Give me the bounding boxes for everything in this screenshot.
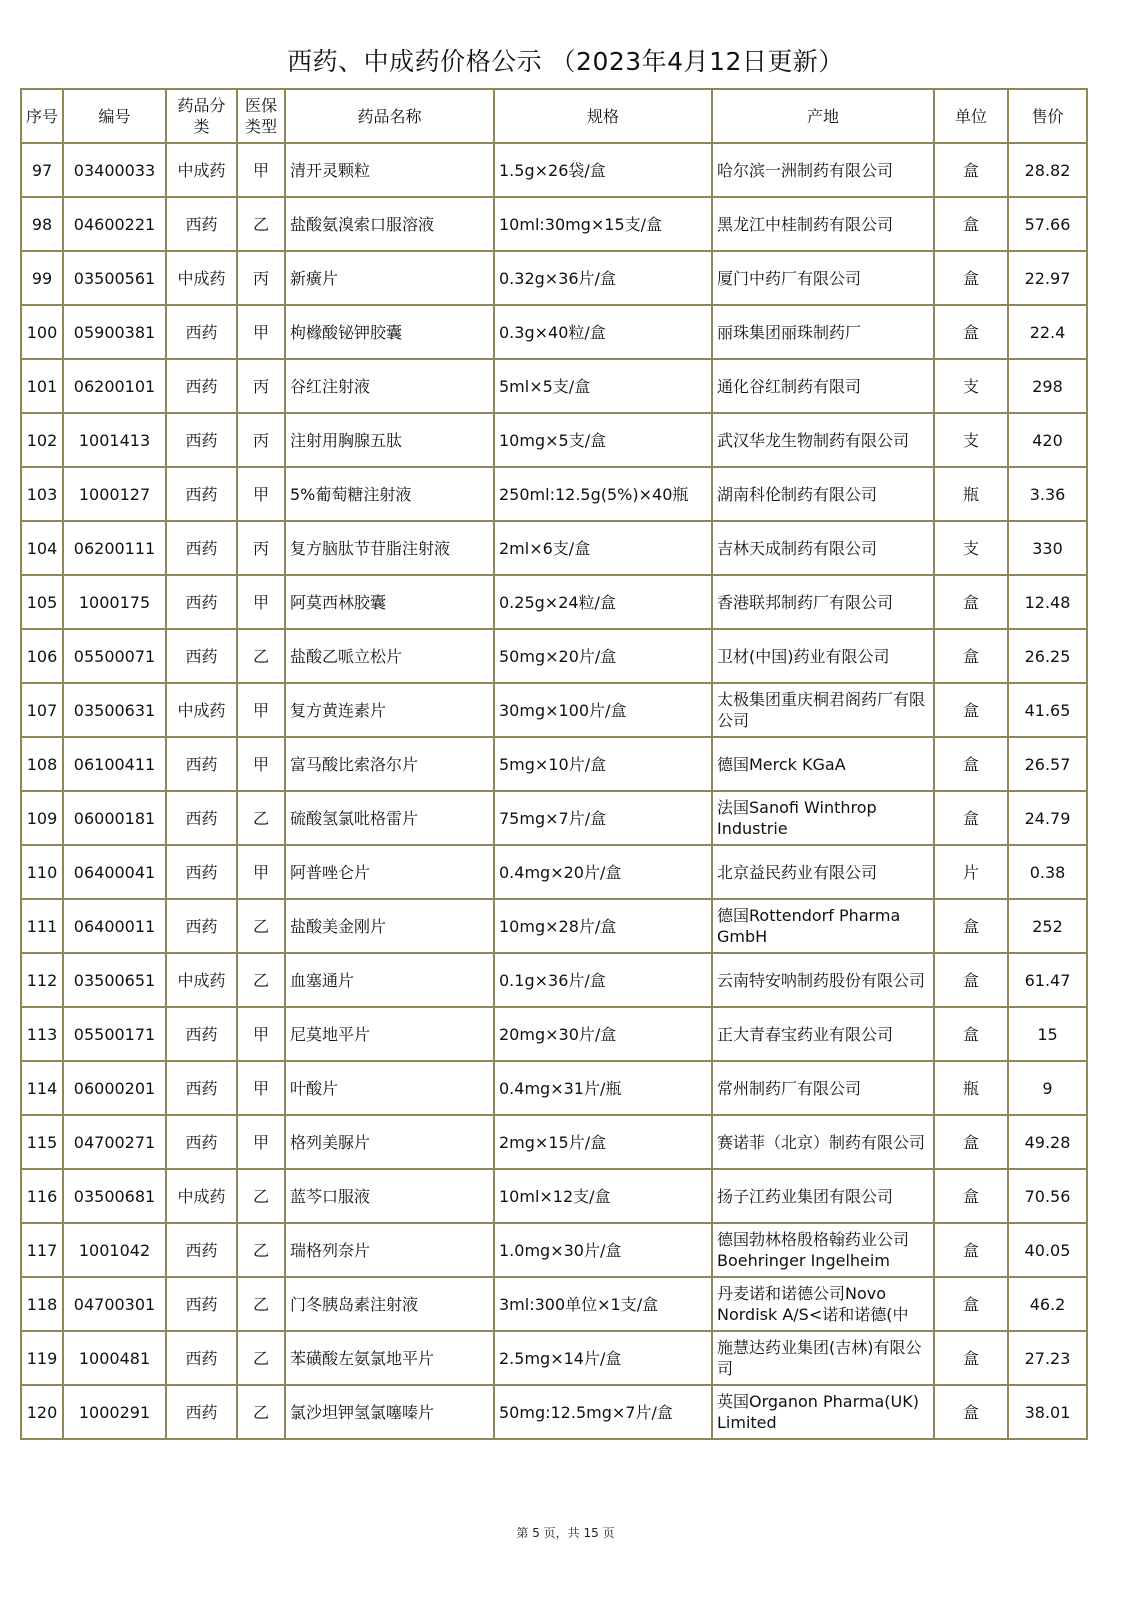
cell-specification: 2mg×15片/盒 <box>494 1115 712 1169</box>
cell-index: 119 <box>21 1331 63 1385</box>
cell-specification: 0.4mg×31片/瓶 <box>494 1061 712 1115</box>
cell-index: 108 <box>21 737 63 791</box>
cell-unit: 盒 <box>934 683 1008 737</box>
cell-category: 西药 <box>166 1331 237 1385</box>
cell-insurance-type: 乙 <box>237 791 285 845</box>
cell-index: 99 <box>21 251 63 305</box>
cell-price: 27.23 <box>1008 1331 1087 1385</box>
table-body <box>21 143 1087 1439</box>
cell-drug-name: 阿普唑仑片 <box>285 845 494 899</box>
origin-text: 丹麦诺和诺德公司Novo Nordisk A/S<诺和诺德(中 <box>717 1284 909 1324</box>
header-insurance-type: 医保类型 <box>237 89 285 143</box>
cell-unit: 盒 <box>934 737 1008 791</box>
cell-category: 西药 <box>166 1061 237 1115</box>
cell-code: 05900381 <box>63 305 166 359</box>
origin-text: 北京益民药业有限公司 <box>717 862 878 882</box>
cell-code: 03500631 <box>63 683 166 737</box>
cell-insurance-type: 甲 <box>237 305 285 359</box>
cell-price: 28.82 <box>1008 143 1087 197</box>
cell-index: 116 <box>21 1169 63 1223</box>
cell-insurance-type: 甲 <box>237 467 285 521</box>
cell-index: 113 <box>21 1007 63 1061</box>
cell-specification: 250ml:12.5g(5%)×40瓶 <box>494 467 712 521</box>
origin-text: 武汉华龙生物制药有限公司 <box>717 430 910 450</box>
table-row <box>21 413 1087 467</box>
cell-origin <box>712 413 934 467</box>
cell-code: 1001413 <box>63 413 166 467</box>
cell-drug-name: 枸橼酸铋钾胶囊 <box>285 305 494 359</box>
cell-category: 西药 <box>166 1115 237 1169</box>
cell-specification: 75mg×7片/盒 <box>494 791 712 845</box>
cell-category: 西药 <box>166 737 237 791</box>
origin-text: 德国勃林格殷格翰药业公司 Boehringer Ingelheim <box>717 1230 910 1270</box>
cell-insurance-type: 乙 <box>237 629 285 683</box>
cell-price: 26.25 <box>1008 629 1087 683</box>
cell-price: 46.2 <box>1008 1277 1087 1331</box>
cell-specification: 2.5mg×14片/盒 <box>494 1331 712 1385</box>
cell-index: 111 <box>21 899 63 953</box>
cell-price: 252 <box>1008 899 1087 953</box>
header-code: 编号 <box>63 89 166 143</box>
table-row <box>21 1223 1087 1277</box>
cell-index: 102 <box>21 413 63 467</box>
cell-insurance-type: 乙 <box>237 197 285 251</box>
cell-category: 中成药 <box>166 143 237 197</box>
cell-origin <box>712 1331 934 1385</box>
cell-origin <box>712 845 934 899</box>
table-row <box>21 899 1087 953</box>
cell-index: 114 <box>21 1061 63 1115</box>
table-row <box>21 1385 1087 1439</box>
cell-category: 西药 <box>166 1277 237 1331</box>
cell-index: 115 <box>21 1115 63 1169</box>
cell-code: 04600221 <box>63 197 166 251</box>
cell-category: 西药 <box>166 197 237 251</box>
cell-unit: 瓶 <box>934 467 1008 521</box>
cell-insurance-type: 乙 <box>237 953 285 1007</box>
cell-drug-name: 盐酸乙哌立松片 <box>285 629 494 683</box>
cell-unit: 盒 <box>934 1331 1008 1385</box>
cell-code: 1001042 <box>63 1223 166 1277</box>
cell-insurance-type: 甲 <box>237 737 285 791</box>
origin-text: 卫材(中国)药业有限公司 <box>717 646 890 666</box>
cell-unit: 盒 <box>934 305 1008 359</box>
table-row <box>21 683 1087 737</box>
cell-unit: 盒 <box>934 953 1008 1007</box>
cell-specification: 10mg×28片/盒 <box>494 899 712 953</box>
origin-text: 赛诺菲（北京）制药有限公司 <box>717 1132 926 1152</box>
cell-specification: 10mg×5支/盒 <box>494 413 712 467</box>
cell-unit: 盒 <box>934 1385 1008 1439</box>
cell-category: 西药 <box>166 791 237 845</box>
cell-code: 06100411 <box>63 737 166 791</box>
table-row <box>21 251 1087 305</box>
table-row <box>21 1007 1087 1061</box>
cell-drug-name: 复方黄连素片 <box>285 683 494 737</box>
cell-unit: 支 <box>934 359 1008 413</box>
cell-specification: 1.0mg×30片/盒 <box>494 1223 712 1277</box>
cell-price: 61.47 <box>1008 953 1087 1007</box>
origin-text: 黑龙江中桂制药有限公司 <box>717 214 894 234</box>
cell-unit: 盒 <box>934 143 1008 197</box>
cell-insurance-type: 甲 <box>237 143 285 197</box>
cell-drug-name: 格列美脲片 <box>285 1115 494 1169</box>
origin-text: 常州制药厂有限公司 <box>717 1078 862 1098</box>
cell-specification: 2ml×6支/盒 <box>494 521 712 575</box>
cell-category: 西药 <box>166 521 237 575</box>
table-header <box>21 89 1087 143</box>
cell-insurance-type: 甲 <box>237 575 285 629</box>
cell-unit: 盒 <box>934 791 1008 845</box>
cell-insurance-type: 甲 <box>237 1115 285 1169</box>
cell-insurance-type: 丙 <box>237 521 285 575</box>
header-specification: 规格 <box>494 89 712 143</box>
cell-insurance-type: 甲 <box>237 1061 285 1115</box>
cell-drug-name: 尼莫地平片 <box>285 1007 494 1061</box>
origin-text: 哈尔滨一洲制药有限公司 <box>717 160 894 180</box>
cell-drug-name: 血塞通片 <box>285 953 494 1007</box>
cell-unit: 支 <box>934 521 1008 575</box>
cell-price: 40.05 <box>1008 1223 1087 1277</box>
cell-index: 120 <box>21 1385 63 1439</box>
table-row <box>21 629 1087 683</box>
cell-unit: 盒 <box>934 899 1008 953</box>
table-row <box>21 359 1087 413</box>
table-row <box>21 521 1087 575</box>
table-row <box>21 1115 1087 1169</box>
header-index: 序号 <box>21 89 63 143</box>
cell-insurance-type: 甲 <box>237 1007 285 1061</box>
cell-price: 57.66 <box>1008 197 1087 251</box>
table-row <box>21 1277 1087 1331</box>
cell-insurance-type: 丙 <box>237 359 285 413</box>
cell-drug-name: 阿莫西林胶囊 <box>285 575 494 629</box>
cell-code: 04700301 <box>63 1277 166 1331</box>
cell-index: 118 <box>21 1277 63 1331</box>
cell-specification: 0.3g×40粒/盒 <box>494 305 712 359</box>
cell-index: 101 <box>21 359 63 413</box>
table-row <box>21 575 1087 629</box>
cell-origin <box>712 683 934 737</box>
cell-insurance-type: 乙 <box>237 1169 285 1223</box>
cell-price: 26.57 <box>1008 737 1087 791</box>
cell-category: 西药 <box>166 413 237 467</box>
table-row <box>21 791 1087 845</box>
cell-price: 0.38 <box>1008 845 1087 899</box>
cell-drug-name: 盐酸美金刚片 <box>285 899 494 953</box>
cell-price: 15 <box>1008 1007 1087 1061</box>
cell-specification: 0.1g×36片/盒 <box>494 953 712 1007</box>
cell-drug-name: 氯沙坦钾氢氯噻嗪片 <box>285 1385 494 1439</box>
origin-text: 德国Merck KGaA <box>717 754 846 774</box>
cell-index: 100 <box>21 305 63 359</box>
table-row <box>21 845 1087 899</box>
cell-unit: 盒 <box>934 1007 1008 1061</box>
cell-index: 104 <box>21 521 63 575</box>
cell-code: 05500171 <box>63 1007 166 1061</box>
cell-code: 03500681 <box>63 1169 166 1223</box>
cell-code: 06200101 <box>63 359 166 413</box>
origin-text: 香港联邦制药厂有限公司 <box>717 592 894 612</box>
cell-origin <box>712 1007 934 1061</box>
cell-drug-name: 注射用胸腺五肽 <box>285 413 494 467</box>
cell-price: 420 <box>1008 413 1087 467</box>
cell-code: 06000181 <box>63 791 166 845</box>
origin-text: 丽珠集团丽珠制药厂 <box>717 322 862 342</box>
table-row <box>21 197 1087 251</box>
cell-drug-name: 苯磺酸左氨氯地平片 <box>285 1331 494 1385</box>
cell-category: 西药 <box>166 629 237 683</box>
cell-category: 西药 <box>166 845 237 899</box>
table-row <box>21 953 1087 1007</box>
cell-price: 298 <box>1008 359 1087 413</box>
cell-origin <box>712 467 934 521</box>
header-origin: 产地 <box>712 89 934 143</box>
cell-origin <box>712 575 934 629</box>
cell-insurance-type: 乙 <box>237 1331 285 1385</box>
origin-text: 英国Organon Pharma(UK) Limited <box>717 1392 919 1432</box>
cell-price: 22.4 <box>1008 305 1087 359</box>
cell-insurance-type: 丙 <box>237 251 285 305</box>
cell-code: 05500071 <box>63 629 166 683</box>
cell-unit: 盒 <box>934 1115 1008 1169</box>
cell-unit: 盒 <box>934 575 1008 629</box>
cell-origin <box>712 143 934 197</box>
table-row <box>21 737 1087 791</box>
cell-origin <box>712 359 934 413</box>
cell-unit: 盒 <box>934 1169 1008 1223</box>
table-row <box>21 143 1087 197</box>
cell-unit: 瓶 <box>934 1061 1008 1115</box>
cell-insurance-type: 甲 <box>237 845 285 899</box>
table-row <box>21 1169 1087 1223</box>
cell-unit: 支 <box>934 413 1008 467</box>
cell-index: 98 <box>21 197 63 251</box>
cell-category: 西药 <box>166 359 237 413</box>
cell-index: 97 <box>21 143 63 197</box>
cell-specification: 10ml×12支/盒 <box>494 1169 712 1223</box>
origin-text: 法国Sanofi Winthrop Industrie <box>717 798 877 838</box>
origin-text: 通化谷红制药有限司 <box>717 376 862 396</box>
cell-index: 106 <box>21 629 63 683</box>
origin-text: 太极集团重庆桐君阁药厂有限公司 <box>717 690 926 730</box>
cell-category: 西药 <box>166 305 237 359</box>
cell-index: 110 <box>21 845 63 899</box>
cell-category: 中成药 <box>166 1169 237 1223</box>
cell-unit: 盒 <box>934 251 1008 305</box>
cell-unit: 盒 <box>934 1223 1008 1277</box>
cell-category: 中成药 <box>166 953 237 1007</box>
cell-drug-name: 5%葡萄糖注射液 <box>285 467 494 521</box>
page-title: 西药、中成药价格公示 （2023年4月12日更新） <box>287 47 844 76</box>
cell-unit: 盒 <box>934 197 1008 251</box>
cell-drug-name: 硫酸氢氯吡格雷片 <box>285 791 494 845</box>
origin-text: 云南特安呐制药股份有限公司 <box>717 970 926 990</box>
cell-specification: 5mg×10片/盒 <box>494 737 712 791</box>
cell-insurance-type: 乙 <box>237 899 285 953</box>
cell-drug-name: 蓝芩口服液 <box>285 1169 494 1223</box>
origin-text: 扬子江药业集团有限公司 <box>717 1186 894 1206</box>
cell-insurance-type: 甲 <box>237 683 285 737</box>
header-row <box>21 89 1087 143</box>
cell-origin <box>712 1223 934 1277</box>
cell-code: 06200111 <box>63 521 166 575</box>
cell-insurance-type: 乙 <box>237 1385 285 1439</box>
cell-category: 西药 <box>166 1385 237 1439</box>
cell-category: 西药 <box>166 1007 237 1061</box>
cell-index: 107 <box>21 683 63 737</box>
cell-index: 112 <box>21 953 63 1007</box>
cell-unit: 盒 <box>934 1277 1008 1331</box>
table-row <box>21 467 1087 521</box>
cell-code: 03500561 <box>63 251 166 305</box>
table-row <box>21 305 1087 359</box>
header-unit: 单位 <box>934 89 1008 143</box>
cell-origin <box>712 899 934 953</box>
cell-specification: 20mg×30片/盒 <box>494 1007 712 1061</box>
cell-price: 3.36 <box>1008 467 1087 521</box>
cell-code: 1000127 <box>63 467 166 521</box>
cell-drug-name: 瑞格列奈片 <box>285 1223 494 1277</box>
cell-specification: 30mg×100片/盒 <box>494 683 712 737</box>
cell-price: 70.56 <box>1008 1169 1087 1223</box>
cell-drug-name: 富马酸比索洛尔片 <box>285 737 494 791</box>
cell-code: 03400033 <box>63 143 166 197</box>
cell-code: 06000201 <box>63 1061 166 1115</box>
cell-unit: 盒 <box>934 629 1008 683</box>
cell-drug-name: 叶酸片 <box>285 1061 494 1115</box>
cell-origin <box>712 629 934 683</box>
cell-origin <box>712 251 934 305</box>
cell-drug-name: 清开灵颗粒 <box>285 143 494 197</box>
cell-origin <box>712 737 934 791</box>
cell-category: 西药 <box>166 1223 237 1277</box>
cell-origin <box>712 1061 934 1115</box>
header-price: 售价 <box>1008 89 1087 143</box>
cell-unit: 片 <box>934 845 1008 899</box>
cell-specification: 10ml:30mg×15支/盒 <box>494 197 712 251</box>
cell-code: 06400041 <box>63 845 166 899</box>
cell-price: 24.79 <box>1008 791 1087 845</box>
cell-price: 22.97 <box>1008 251 1087 305</box>
cell-code: 1000291 <box>63 1385 166 1439</box>
cell-insurance-type: 乙 <box>237 1223 285 1277</box>
cell-specification: 1.5g×26袋/盒 <box>494 143 712 197</box>
cell-specification: 0.4mg×20片/盒 <box>494 845 712 899</box>
origin-text: 正大青春宝药业有限公司 <box>717 1024 894 1044</box>
cell-drug-name: 门冬胰岛素注射液 <box>285 1277 494 1331</box>
cell-origin <box>712 1115 934 1169</box>
table-row <box>21 1331 1087 1385</box>
cell-specification: 50mg:12.5mg×7片/盒 <box>494 1385 712 1439</box>
cell-origin <box>712 1385 934 1439</box>
header-category: 药品分类 <box>166 89 237 143</box>
cell-price: 38.01 <box>1008 1385 1087 1439</box>
origin-text: 厦门中药厂有限公司 <box>717 268 862 288</box>
price-table <box>20 88 1088 1440</box>
cell-code: 03500651 <box>63 953 166 1007</box>
header-drug-name: 药品名称 <box>285 89 494 143</box>
cell-specification: 5ml×5支/盒 <box>494 359 712 413</box>
cell-price: 49.28 <box>1008 1115 1087 1169</box>
cell-insurance-type: 丙 <box>237 413 285 467</box>
cell-category: 西药 <box>166 467 237 521</box>
cell-code: 1000175 <box>63 575 166 629</box>
cell-drug-name: 谷红注射液 <box>285 359 494 413</box>
cell-origin <box>712 521 934 575</box>
cell-insurance-type: 乙 <box>237 1277 285 1331</box>
cell-origin <box>712 1277 934 1331</box>
cell-origin <box>712 953 934 1007</box>
cell-drug-name: 盐酸氨溴索口服溶液 <box>285 197 494 251</box>
cell-code: 1000481 <box>63 1331 166 1385</box>
origin-text: 施慧达药业集团(吉林)有限公司 <box>717 1338 922 1378</box>
page-footer: 第 5 页，共 15 页 <box>516 1526 615 1540</box>
cell-index: 109 <box>21 791 63 845</box>
cell-code: 06400011 <box>63 899 166 953</box>
cell-drug-name: 新癀片 <box>285 251 494 305</box>
table-row <box>21 1061 1087 1115</box>
cell-price: 330 <box>1008 521 1087 575</box>
cell-origin <box>712 305 934 359</box>
cell-price: 9 <box>1008 1061 1087 1115</box>
cell-origin <box>712 791 934 845</box>
cell-code: 04700271 <box>63 1115 166 1169</box>
cell-category: 中成药 <box>166 251 237 305</box>
cell-index: 105 <box>21 575 63 629</box>
cell-specification: 50mg×20片/盒 <box>494 629 712 683</box>
cell-drug-name: 复方脑肽节苷脂注射液 <box>285 521 494 575</box>
cell-specification: 0.25g×24粒/盒 <box>494 575 712 629</box>
cell-index: 103 <box>21 467 63 521</box>
cell-category: 中成药 <box>166 683 237 737</box>
cell-price: 41.65 <box>1008 683 1087 737</box>
origin-text: 吉林天成制药有限公司 <box>717 538 878 558</box>
cell-specification: 0.32g×36片/盒 <box>494 251 712 305</box>
cell-origin <box>712 197 934 251</box>
origin-text: 德国Rottendorf Pharma GmbH <box>717 906 901 946</box>
cell-origin <box>712 1169 934 1223</box>
cell-category: 西药 <box>166 899 237 953</box>
cell-price: 12.48 <box>1008 575 1087 629</box>
cell-specification: 3ml:300单位×1支/盒 <box>494 1277 712 1331</box>
cell-category: 西药 <box>166 575 237 629</box>
cell-index: 117 <box>21 1223 63 1277</box>
origin-text: 湖南科伦制药有限公司 <box>717 484 878 504</box>
